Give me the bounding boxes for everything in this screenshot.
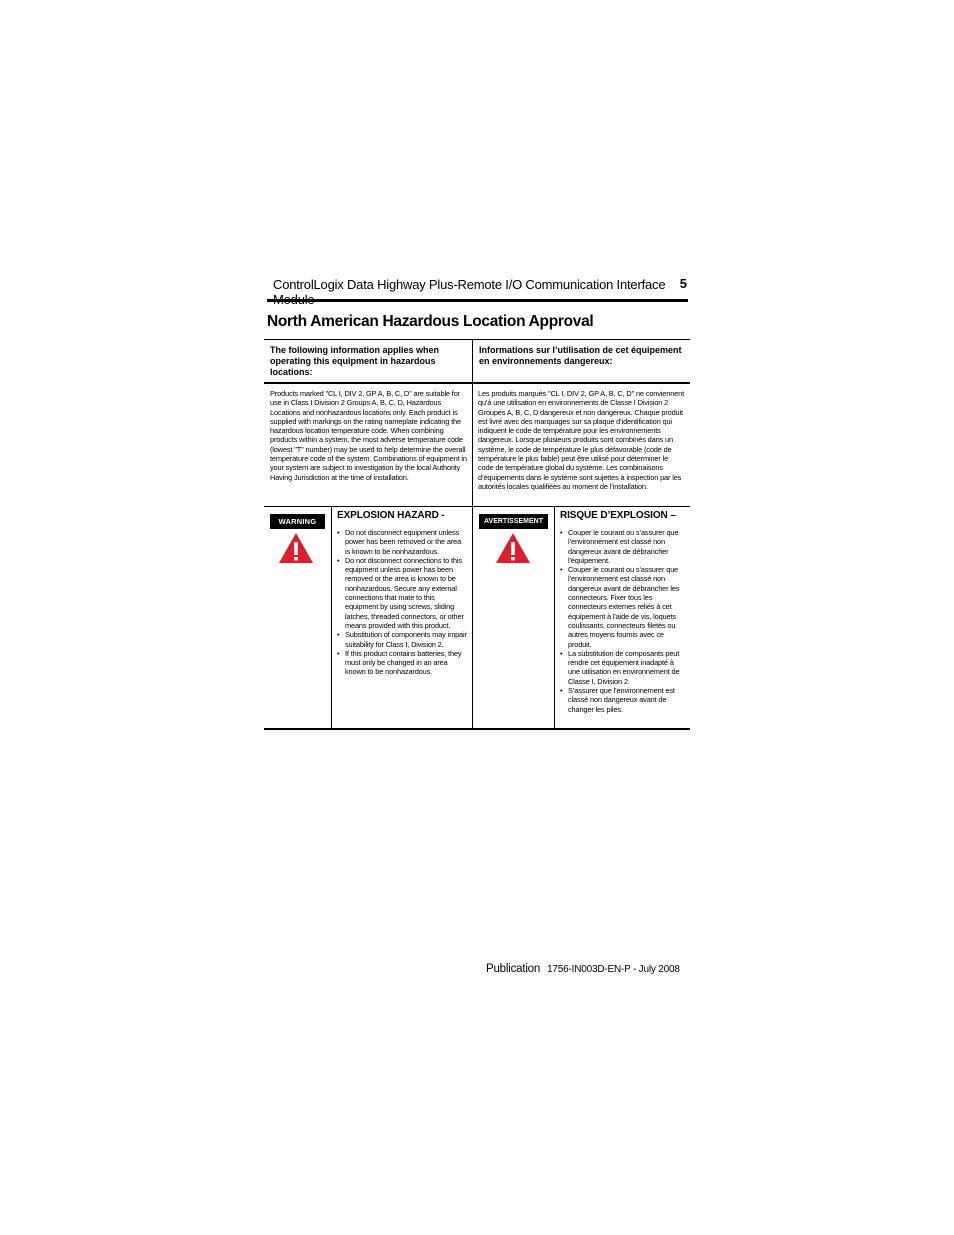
column-divider <box>331 507 332 728</box>
list-item: • S’assurer que l’environnement est classé non dangereux avant de changer les piles. <box>560 686 686 714</box>
warning-title-fr: RISQUE D’EXPLOSION – <box>560 510 676 521</box>
body-cell-fr <box>478 389 684 491</box>
header-title: ControlLogix Data Highway Plus-Remote I/O Communication Interface Module <box>273 277 666 307</box>
header-cell-fr <box>479 345 684 367</box>
table-body-row <box>264 384 690 507</box>
header-text-fr: Informations sur l’utilisation de cet équipement en environnements dangereux: <box>479 345 682 366</box>
column-divider <box>472 340 473 382</box>
list-item: • Do not disconnect connections to this equipment unless power has been removed or the area is known to be nonhazardous. Secure any external connections that mate to this equipment by using screws, sliding latches, threaded connectors, or other means provided with this product. <box>337 556 468 630</box>
body-text-fr: Les produits marqués "CL I, DIV 2, GP A, B, C, D" ne conviennent qu’à une utilisation en environnements de Classe I Division 2 Groupes A, B, C, D dangereux et non dangereux. Chaque produit est livré avec des marquages sur sa plaque d’identification qui indiquent le code de température pour les environnements dangereux. Lorsque plusieurs produits sont combinés dans un système, le code de température le plus défavorable (code de température le plus faible) peut être utilisé pour déterminer le code de température global du système. Les combinaisons d’équipements dans le système sont sujettes à inspection par les autorités locales qualifiées au moment de l’installation. <box>478 389 684 491</box>
page-number: 5 <box>679 276 687 291</box>
body-text-en: Products marked "CL I, DIV 2, GP A, B, C, D" are suitable for use in Class I Division 2 Groups A, B, C, D, Hazardous Locations and nonhazardous locations only. Each product is supplied with markings on the rating nameplate indicating the hazardous location temperature code. When combining products within a system, the most adverse temperature code (lowest "T" number) may be used to help determine the overall temperature code of the system. Combinations of equipment in your system are subject to investigation by the local Authority Having Jurisdiction at the time of installation. <box>270 389 467 482</box>
warning-badge: WARNING <box>270 514 325 529</box>
warning-title-en: EXPLOSION HAZARD - <box>337 510 445 521</box>
publication-label: Publication <box>486 963 541 975</box>
header-cell-en <box>270 345 466 378</box>
publication-id: 1756-IN003D-EN-P - July 2008 <box>547 964 680 975</box>
warning-triangle-icon <box>277 531 315 565</box>
body-cell-en <box>270 389 468 482</box>
section-title: North American Hazardous Location Approval <box>267 313 594 330</box>
list-item: • Couper le courant ou s'assurer que l’environnement est classé non dangereux avant de débrancher les connecteurs. Fixer tous les connecteurs externes reliés à cet équipement à l'aide de vis, loquets coulissants, connecteurs filetés ou autres moyens fournis avec ce produit. <box>560 565 686 649</box>
column-divider <box>554 507 555 728</box>
warning-list-fr <box>560 528 686 714</box>
warning-row <box>264 507 690 730</box>
publication-footer <box>486 963 680 975</box>
list-item: • La substitution de composants peut rendre cet équipement inadapté à une utilisation en environnement de Classe I, Division 2. <box>560 649 686 686</box>
list-item: • Do not disconnect equipment unless power has been removed or the area is known to be nonhazardous. <box>337 528 468 556</box>
list-item: • Substitution of components may impair suitability for Class I, Division 2. <box>337 630 468 649</box>
running-header <box>267 276 688 307</box>
column-divider <box>472 384 473 506</box>
header-text-en: The following information applies when operating this equipment in hazardous locations: <box>270 345 440 377</box>
table-header-row <box>264 339 690 384</box>
warning-list-en <box>337 528 468 677</box>
warning-triangle-icon <box>494 531 532 565</box>
list-item: • If this product contains batteries, they must only be changed in an area known to be nonhazardous. <box>337 649 468 677</box>
column-divider <box>472 507 473 728</box>
list-item: • Couper le courant ou s’assurer que l’environnement est classé non dangereux avant de débrancher l'équipement. <box>560 528 686 565</box>
avertissement-badge: AVERTISSEMENT <box>479 514 548 529</box>
